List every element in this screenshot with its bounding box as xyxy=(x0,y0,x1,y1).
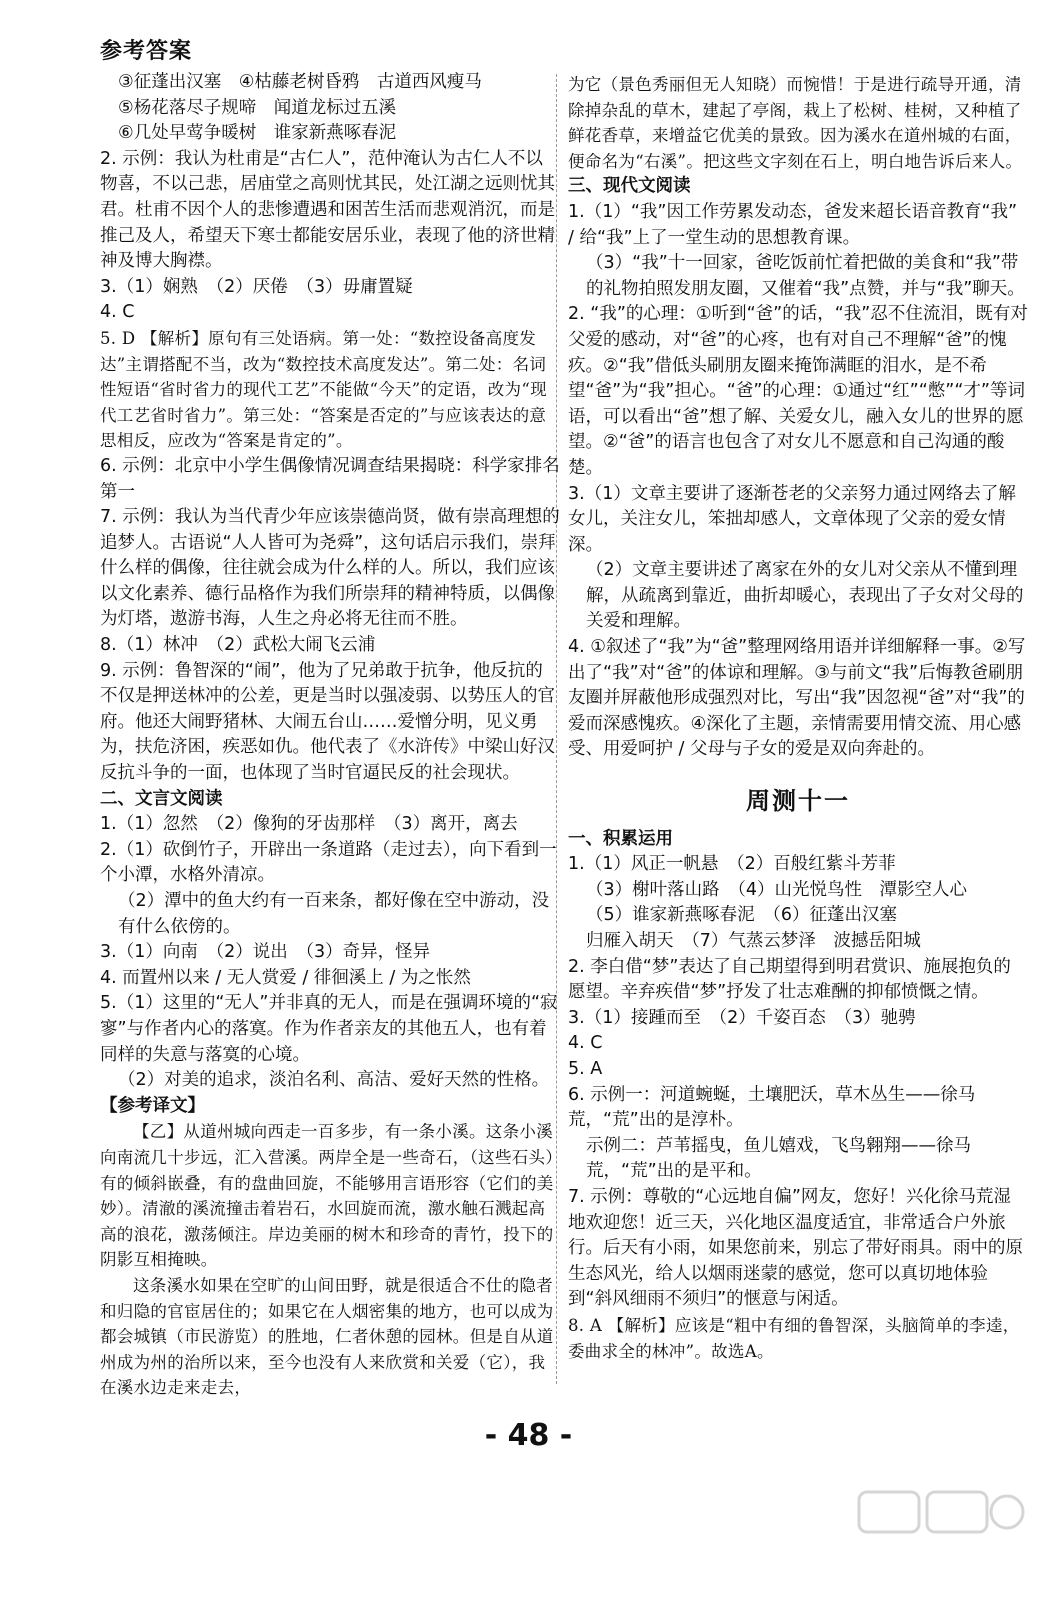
left-column-line: 3.（1）向南 （2）说出 （3）奇异，怪异 xyxy=(100,942,431,963)
right-column-line: 4. ①叙述了“我”为“爸”整理网络用语并详细解释一事。②写出了“我”对“爸”的体谅和理解。③与前文“我”后悔教爸刷朋友圈并屏蔽他形成强烈对比，写出“我”因忽视“爸”对“我”的爱而深感愧疚。④深化了主题，亲情需要用情交流、用心感受、用爱呵护 / 父母与子女的爱是双向奔赴的。 xyxy=(568,637,1026,760)
left-column-line: ③征蓬出汉塞 ④枯藤老树昏鸦 古道西风瘦马 xyxy=(118,72,482,92)
right-column-line: 7. 示例：尊敬的“心远地自偏”网友，您好！兴化徐马荒湿地欢迎您！近三天，兴化地区温度适宜，非常适合户外旅行。后天有小雨，如果您前来，别忘了带好雨具。雨中的原生态风光，给人以烟雨迷蒙的感觉，您可以真切地体验到“斜风细雨不须归”的惬意与闲适。 xyxy=(568,1186,1023,1310)
left-column-line: 1.（1）忽然 （2）像狗的牙齿那样 （3）离开，离去 xyxy=(100,814,518,835)
right-column-line: 1.（1）“我”因工作劳累发动态，爸发来超长语音教育“我” / 给“我”上了一堂生动的思想教育课。 xyxy=(568,201,1018,248)
right-column-line: 3.（1）接踵而至 （2）千姿百态 （3）驰骋 xyxy=(568,1007,916,1028)
right-column-line: 2. “我”的心理：①听到“爸”的话，“我”忍不住流泪，既有对父爱的感动，对“爸”的心疼，也有对自己不理解“爸”的愧疚。②“我”借低头刷朋友圈来掩饰满眶的泪水，是不希望“爸”为“我”担心。“爸”的心理：①通过“红”“憋”“才”等词语，可以看出“爸”想了解、关爱女儿，融入女儿的世界的愿望。②“爸”的语言也包含了对女儿不愿意和自己沟通的酸楚。 xyxy=(568,304,1028,478)
right-column xyxy=(568,72,1028,1364)
right-column-line: 5. A xyxy=(568,1058,603,1079)
left-column-line: 4. C xyxy=(100,302,135,323)
left-column-line: 6. 示例：北京中小学生偶像情况调查结果揭晓：科学家排名第一 xyxy=(100,455,560,502)
left-column-line: ⑥几处早莺争暖树 谁家新燕啄春泥 xyxy=(118,123,397,144)
watermark-logo xyxy=(857,1490,1027,1560)
left-column-line: 【乙】从道州城向西走一百多步，有一条小溪。这条小溪向南流几十步远，汇入营溪。两岸全是一些奇石，（这些石头）有的倾斜嵌叠，有的盘曲回旋，不能够用言语形容（它们的美妙）。清澈的溪流撞击着岩石，水回旋而流，激水触石溅起高高的浪花，激荡倾注。岸边美丽的树木和珍奇的青竹，投下的阴影互相掩映。 xyxy=(100,1122,554,1270)
left-column-line: 8.（1）林冲 （2）武松大闹飞云浦 xyxy=(100,635,376,656)
right-column-line: 归雁入胡天 （7）气蒸云梦泽 波撼岳阳城 xyxy=(586,931,921,951)
left-column-line: 5.（1）这里的“无人”并非真的无人，而是在强调环境的“寂寥”与作者内心的落寞。作为作者亲友的其他五人，也有着同样的失意与落寞的心境。 xyxy=(100,993,558,1065)
left-column-line: 7. 示例：我认为当代青少年应该崇德尚贤，做有崇高理想的追梦人。古语说“人人皆可为尧舜”，这句话启示我们，崇拜什么样的偶像，往往就会成为什么样的人。所以，我们应该以文化素养、德行品格作为我们所崇拜的精神特质，以偶像为灯塔，遨游书海，人生之舟必将无往而不胜。 xyxy=(100,507,560,630)
right-column-line: 示例二：芦苇摇曳，鱼儿嬉戏，飞鸟翱翔——徐马荒，“荒”出的是平和。 xyxy=(586,1135,971,1182)
left-column-line: 【参考译文】 xyxy=(100,1095,205,1116)
page-number: - 48 - xyxy=(484,1418,573,1453)
left-column-line: （2）对美的追求，淡泊名利、高洁、爱好天然的性格。 xyxy=(118,1070,550,1091)
left-column-line: 2. 示例：我认为杜甫是“古仁人”，范仲淹认为古仁人不以物喜，不以己悲，居庙堂之高则忧其民，处江湖之远则忧其君。杜甫不因个人的悲惨遭遇和困苦生活而悲观消沉，而是推己及人，希望天下寒士都能安居乐业，表现了他的济世精神及博大胸襟。 xyxy=(100,148,555,272)
right-column-line: （2）文章主要讲述了离家在外的女儿对父亲从不懂到理解，从疏离到靠近，曲折却暖心，表现出了子女对父母的关爱和理解。 xyxy=(586,560,1024,632)
left-column-line: 5. D 【解析】原句有三处语病。第一处：“数控设备高度发达”主谓搭配不当，改为“数控技术高度发达”。第二处：名词性短语“省时省力的现代工艺”不能做“今天”的定语，改为“现代工艺省时省力”。第三处：“答案是否定的”与应该表达的意思相反，应改为“答案是肯定的”。 xyxy=(100,328,547,451)
left-column-line: 这条溪水如果在空旷的山间田野，就是很适合不仕的隐者和归隐的官宦居住的；如果它在人烟密集的地方，也可以成为都会城镇（市民游览）的胜地，仁者休憩的园林。但是自从道州成为州的治所以来，至今也没有人来欣赏和关爱（它），我在溪水边走来走去， xyxy=(100,1275,554,1398)
right-column-line: （3）榭叶落山路 （4）山光悦鸟性 潭影空人心 xyxy=(586,879,968,900)
right-column-line: 三、现代文阅读 xyxy=(568,176,691,197)
right-column-line: （5）谁家新燕啄春泥 （6）征蓬出汉塞 xyxy=(586,905,898,926)
left-column-line: ⑤杨花落尽子规啼 闻道龙标过五溪 xyxy=(118,97,397,118)
left-column-line: 3.（1）娴熟 （2）厌倦 （3）毋庸置疑 xyxy=(100,276,413,297)
right-column-line: 3.（1）文章主要讲了逐渐苍老的父亲努力通过网络去了解女儿，关注女儿，笨拙却感人，文章体现了父亲的爱女情深。 xyxy=(568,483,1016,555)
right-column-line: 4. C xyxy=(568,1033,603,1054)
right-column-line: 一、积累运用 xyxy=(568,828,673,849)
right-column-line: 周测十一 xyxy=(746,787,850,816)
left-column-line: 二、文言文阅读 xyxy=(100,788,223,809)
page-header: 参考答案 xyxy=(100,39,193,64)
right-column-line: 2. 李白借“梦”表达了自己期望得到明君赏识、施展抱负的愿望。辛弃疾借“梦”抒发了壮志难酬的抑郁愤慨之情。 xyxy=(568,956,1011,1003)
right-column-line: 1.（1）风正一帆悬 （2）百般红紫斗芳菲 xyxy=(568,854,896,875)
left-column-line: （2）潭中的鱼大约有一百来条，都好像在空中游动，没有什么依傍的。 xyxy=(118,891,550,937)
left-column-line: 9. 示例：鲁智深的“闹”，他为了兄弟敢于抗争，他反抗的不仅是押送林冲的公差，更是当时以强凌弱、以势压人的官府。他还大闹野猪林、大闹五台山……爱憎分明，见义勇为，扶危济困，疾恶如仇。他代表了《水浒传》中梁山好汉反抗斗争的一面，也体现了当时官逼民反的社会现状。 xyxy=(100,660,555,784)
right-column-line: 6. 示例一：河道蜿蜒，土壤肥沃，草木丛生——徐马荒，“荒”出的是淳朴。 xyxy=(568,1084,976,1131)
right-column-line: 为它（景色秀丽但无人知晓）而惋惜！于是进行疏导开通，清除掉杂乱的草木，建起了亭阁，栽上了松树、桂树，又种植了鲜花香草，来增益它优美的景致。因为溪水在道州城的右面，便命名为“右溪”。把这些文字刻在石上，明白地告诉后来人。 xyxy=(568,75,1023,171)
right-column-line: （3）“我”十一回家，爸吃饭前忙着把做的美食和“我”带的礼物拍照发朋友圈，又催着“我”点赞，并与“我”聊天。 xyxy=(586,253,1025,299)
left-column-line: 4. 而置州以来 / 无人赏爱 / 徘徊溪上 / 为之怅然 xyxy=(100,967,471,988)
left-column xyxy=(100,70,560,1401)
right-column-line: 8. A 【解析】应该是“粗中有细的鲁智深，头脑简单的李逵，委曲求全的林冲”。故选A。 xyxy=(568,1315,1020,1361)
left-column-line: 2.（1）砍倒竹子，开辟出一条道路（走过去），向下看到一个小潭，水格外清凉。 xyxy=(100,839,557,886)
